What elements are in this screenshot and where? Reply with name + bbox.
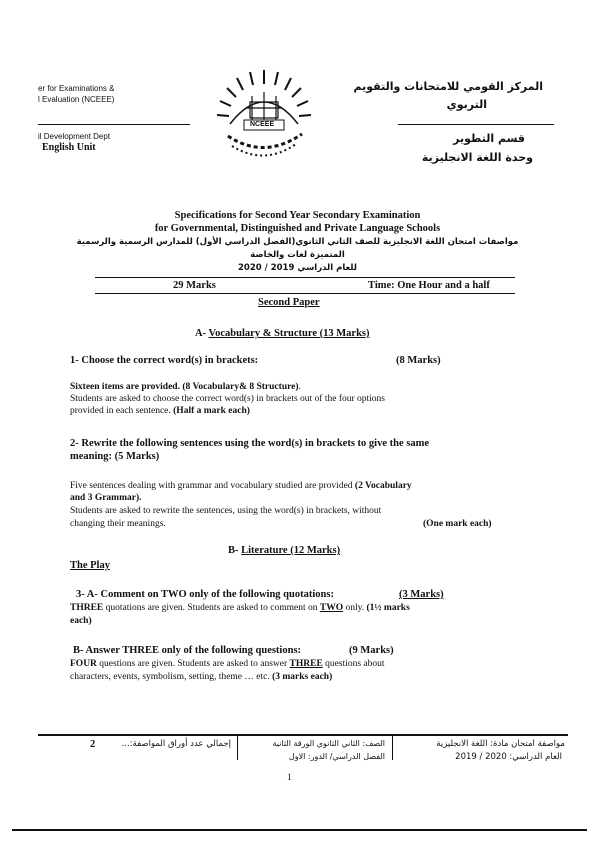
q1-para1-c: . bbox=[298, 382, 301, 392]
footer-right-line2: العام الدراسي: 2020 / 2019 bbox=[455, 752, 562, 762]
q2-para1 bbox=[70, 480, 412, 492]
footer-left-count: 2 bbox=[90, 739, 96, 750]
the-play-label: The Play bbox=[70, 560, 110, 571]
q3a-para1-d: only. bbox=[343, 603, 367, 613]
q3b-para2-a: characters, events, symbolism, setting, theme … etc. bbox=[70, 672, 270, 682]
q2-title-line1: 2- Rewrite the following sentences using the word(s) in brackets to give the same bbox=[70, 438, 429, 449]
footer-left-text: إجمالي عدد أوراق المواصفة:... bbox=[121, 739, 231, 749]
total-marks: 29 Marks bbox=[173, 280, 216, 291]
q1-para3-b: (Half a mark each) bbox=[170, 406, 250, 416]
title-arabic-line1: مواصفات امتحان اللغة الانجليزية للصف الثاني الثانوي(الفصل الدراسي الأول) للمدارس الرسمية والرسمية bbox=[76, 237, 519, 247]
q2-para2: and 3 Grammar). bbox=[70, 493, 142, 503]
q1-title: 1- Choose the correct word(s) in brackets: bbox=[70, 355, 259, 366]
section-b-title: Literature (12 Marks) bbox=[241, 545, 341, 556]
q3a-marks: (3 Marks) bbox=[399, 589, 444, 600]
q2-para1-b: (2 Vocabulary bbox=[352, 481, 412, 491]
q3a-para1-a: THREE bbox=[70, 603, 104, 613]
q3b-para2 bbox=[70, 671, 332, 683]
header-left-line2: l Evaluation (NCEEE) bbox=[38, 95, 115, 104]
header-right-line1: المركز القومي للامتحانات والتقويم bbox=[353, 80, 543, 93]
section-a-prefix: A- bbox=[195, 328, 207, 339]
title-arabic-line2: المتميزة لغات والخاصة bbox=[250, 250, 345, 260]
q3a-para1 bbox=[70, 602, 410, 614]
header-right-line2: التربوي bbox=[446, 98, 487, 111]
marks-row-bottom-rule bbox=[95, 293, 515, 294]
q3b-para1 bbox=[70, 658, 385, 670]
q3b-para1-b: questions are given. Students are asked to answer bbox=[96, 659, 290, 669]
title-line2: for Governmental, Distinguished and Private Language Schools bbox=[154, 223, 441, 234]
section-b-heading bbox=[228, 545, 340, 556]
marks-row-top-rule bbox=[95, 277, 515, 278]
q1-para1 bbox=[70, 381, 301, 393]
q2-title-line2: meaning: (5 Marks) bbox=[70, 451, 160, 462]
footer-divider-left bbox=[237, 736, 238, 760]
q1-marks: (8 Marks) bbox=[396, 355, 441, 366]
q2-para3: Students are asked to rewrite the sentences, using the word(s) in brackets, without bbox=[70, 506, 382, 516]
q3b-para1-d: questions about bbox=[322, 659, 385, 669]
exam-time: Time: One Hour and a half bbox=[368, 280, 490, 291]
header-left-line3: il Development Dept bbox=[38, 132, 111, 141]
q1-para1-a: Sixteen items are provided. bbox=[70, 382, 180, 392]
footer-rule bbox=[38, 734, 568, 736]
header-left-rule bbox=[38, 124, 190, 125]
q3b-para2-b: (3 marks each) bbox=[269, 672, 333, 682]
header-right-rule bbox=[398, 124, 554, 125]
q2-para4: changing their meanings. bbox=[70, 519, 166, 529]
q3a-para1-c: TWO bbox=[319, 603, 344, 613]
q3b-para1-a: FOUR bbox=[70, 659, 97, 669]
q2-para4-marks: (One mark each) bbox=[423, 519, 492, 529]
q3a-title: 3- A- Comment on TWO only of the following quotations: bbox=[76, 589, 334, 600]
footer-mid-line1: الصف: الثاني الثانوي الورقة الثانية bbox=[272, 739, 385, 748]
q3b-marks: (9 Marks) bbox=[349, 645, 394, 656]
footer-mid-line2: الفصل الدراسي/ الدور: الاول bbox=[288, 752, 385, 761]
nceee-logo bbox=[210, 62, 318, 170]
paper-label: Second Paper bbox=[258, 297, 320, 308]
title-arabic-line3: للعام الدراسي 2019 / 2020 bbox=[238, 263, 357, 273]
header-right-line4: وحدة اللغة الانجليزية bbox=[421, 151, 533, 164]
section-b-prefix: B- bbox=[228, 545, 239, 556]
title-line1: Specifications for Second Year Secondary Examination bbox=[174, 210, 421, 221]
q2-para1-a: Five sentences dealing with grammar and vocabulary studied are provided bbox=[70, 481, 353, 491]
q3a-para1-e: (1½ marks bbox=[366, 603, 410, 613]
q3a-para1-b: quotations are given. Students are asked to comment on bbox=[103, 603, 320, 613]
section-a-title: Vocabulary & Structure (13 Marks) bbox=[208, 328, 370, 339]
nceee-seal-icon bbox=[210, 62, 318, 170]
q3b-title: B- Answer THREE only of the following questions: bbox=[73, 645, 302, 656]
header-left-line4: English Unit bbox=[42, 142, 96, 153]
q3a-para2: each) bbox=[70, 616, 92, 626]
footer-right-line1: مواصفة امتحان مادة: اللغة الانجليزية bbox=[436, 739, 565, 749]
q1-para3 bbox=[70, 405, 250, 417]
q1-para1-b: (8 Vocabulary& 8 Structure) bbox=[179, 382, 299, 392]
q1-para2: Students are asked to choose the correct word(s) in brackets out of the four options bbox=[70, 394, 385, 404]
page-number: 1 bbox=[287, 772, 292, 782]
page-bottom-rule bbox=[12, 829, 587, 831]
header-left-line1: er for Examinations & bbox=[38, 84, 115, 93]
logo-text: NCEEE bbox=[250, 121, 275, 128]
q3b-para1-c: THREE bbox=[289, 659, 323, 669]
footer-divider-right bbox=[392, 736, 393, 760]
section-a-heading bbox=[195, 328, 370, 339]
q1-para3-a: provided in each sentence. bbox=[70, 406, 171, 416]
header-right-line3: قسم التطوير bbox=[453, 132, 525, 145]
